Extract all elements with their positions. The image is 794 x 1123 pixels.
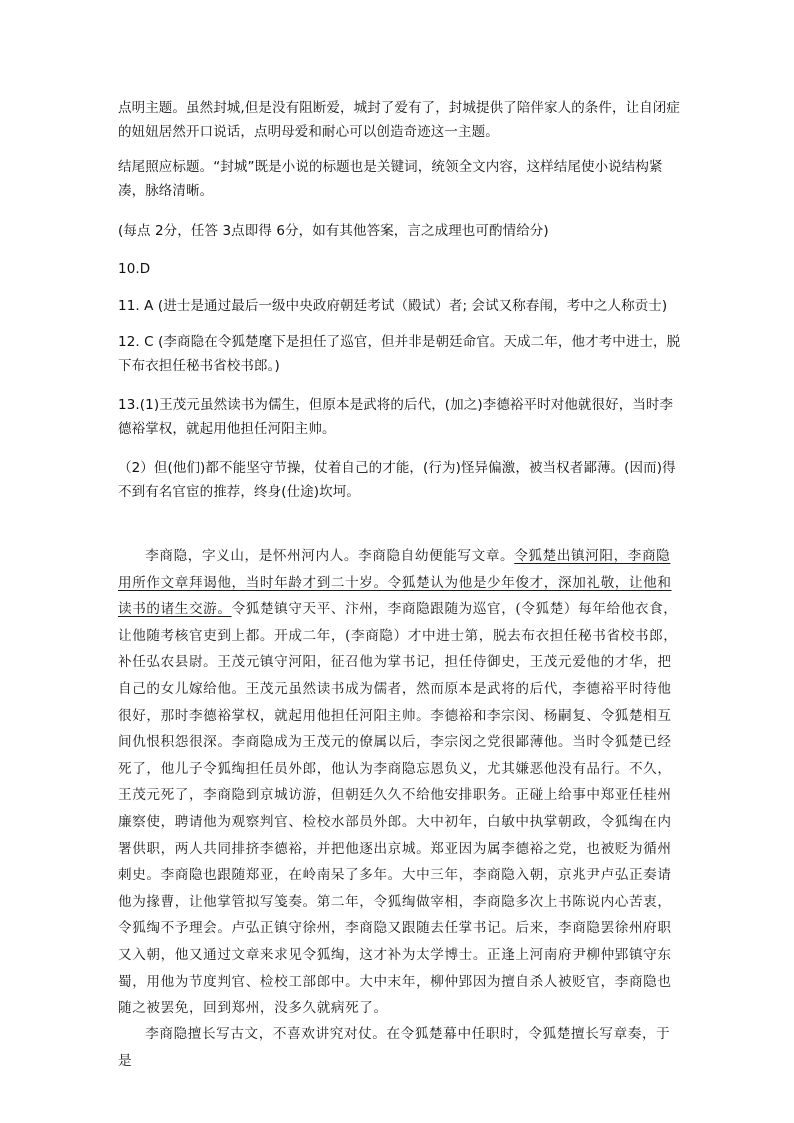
translation-paragraph-2: 李商隐擅长写古文，不喜欢讲究对仗。在令狐楚幕中任职时，令狐楚擅长写章奏，于是: [118, 1026, 671, 1069]
answer-point-ending: 结尾照应标题。“封城”既是小说的标题也是关键词，统领全文内容，这样结尾使小说结构紧凑，脉络清晰。: [118, 159, 663, 199]
translation-text: 李商隐，字义山，是怀州河内人。李商隐自幼便能写文章。: [145, 548, 515, 564]
answer-q10: 10.D: [118, 261, 151, 277]
answer-q13-part1: 13.(1)王茂元虽然读书为儒生，但原本是武将的后代，(加之)李德裕平时对他就很好，当时李德裕掌权，就起用他担任河阳主帅。: [118, 397, 674, 437]
answer-q13-part2: （2）但(他们)都不能坚守节操，仗着自己的才能，(行为)怪异偏激，被当权者鄙薄。(因而)得不到有名官宦的推荐，终身(仕途)坎坷。: [118, 460, 676, 500]
answer-q12: 12. C (李商隐在令狐楚麾下是担任了巡官，但并非是朝廷命官。天成二年，他才考中进士，脱下布衣担任秘书省校书郎。): [118, 334, 681, 374]
answer-q11: 11. A (进士是通过最后一级中央政府朝廷考试（殿试）者; 会试又称春闱，考中之人称贡士): [118, 298, 668, 314]
answer-point-theme: 点明主题。虽然封城,但是没有阻断爱，城封了爱有了，封城提供了陪伴家人的条件，让自闭症的妞妞居然开口说话，点明母爱和耐心可以创造奇迹这一主题。: [118, 100, 680, 140]
scoring-note: (每点 2分，任答 3点即得 6分，如有其他答案，言之成理也可酌情给分): [118, 223, 549, 239]
translation-paragraph-1: [118, 543, 684, 1022]
translation-text: 令狐楚镇守天平、汴州，李商隐跟随为巡官，(令狐楚）每年给他衣食，让他随考核官吏到上都。开成二年，(李商隐）才中进士第，脱去布衣担任秘书省校书郎，补任弘农县尉。王茂元镇守河阳，征召他为掌书记，担任侍御史，王茂元爱他的才华，把自己的女儿嫁给他。王茂元虽然读书成为儒者，然而原本是武将的后代，李德裕平时待他很好，那时李德裕掌权，就起用他担任河阳主帅。李德裕和李宗闵、杨嗣复、令狐楚相互间仇恨积怨很深。李商隐成为王茂元的僚属以后，李宗闵之党很鄙薄他。当时令狐楚已经死了，他儿子令狐绹担任员外郎，他认为李商隐忘恩负义，尤其嫌恶他没有品行。不久，王茂元死了，李商隐到京城访游，但朝廷久久不给他安排职务。正碰上给事中郑亚任桂州廉察使，聘请他为观察判官、检校水部员外郎。大中初年，白敏中执掌朝政，令狐绹在内署供职，两人共同排挤李德裕，并把他逐出京城。郑亚因为属李德裕之党，也被贬为循州刺史。李商隐也跟随郑亚，在岭南呆了多年。大中三年，李商隐入朝，京兆尹卢弘正奏请他为掾曹，让他掌管拟写笺奏。第二年，令狐绹做宰相，李商隐多次上书陈说内心苦衷，令狐绹不予理会。卢弘正镇守徐州，李商隐又跟随去任掌书记。后来，李商隐罢徐州府职又入朝，他又通过文章来求见令狐绹，这才补为太学博士。正逢上河南府尹柳仲郢镇守东蜀，用他为节度判官、检校工部郎中。大中末年，柳仲郢因为擅自杀人被贬官，李商隐也随之被罢免，回到郑州，没多久就病死了。: [118, 601, 678, 1017]
translation-underlined-text: 令狐楚出镇河阳，李商隐用所作文章拜谒他，当时年龄才到二十岁。令狐楚认为他是少年俊才，深加礼敬，让他和读书的诸生交游。: [118, 548, 672, 618]
